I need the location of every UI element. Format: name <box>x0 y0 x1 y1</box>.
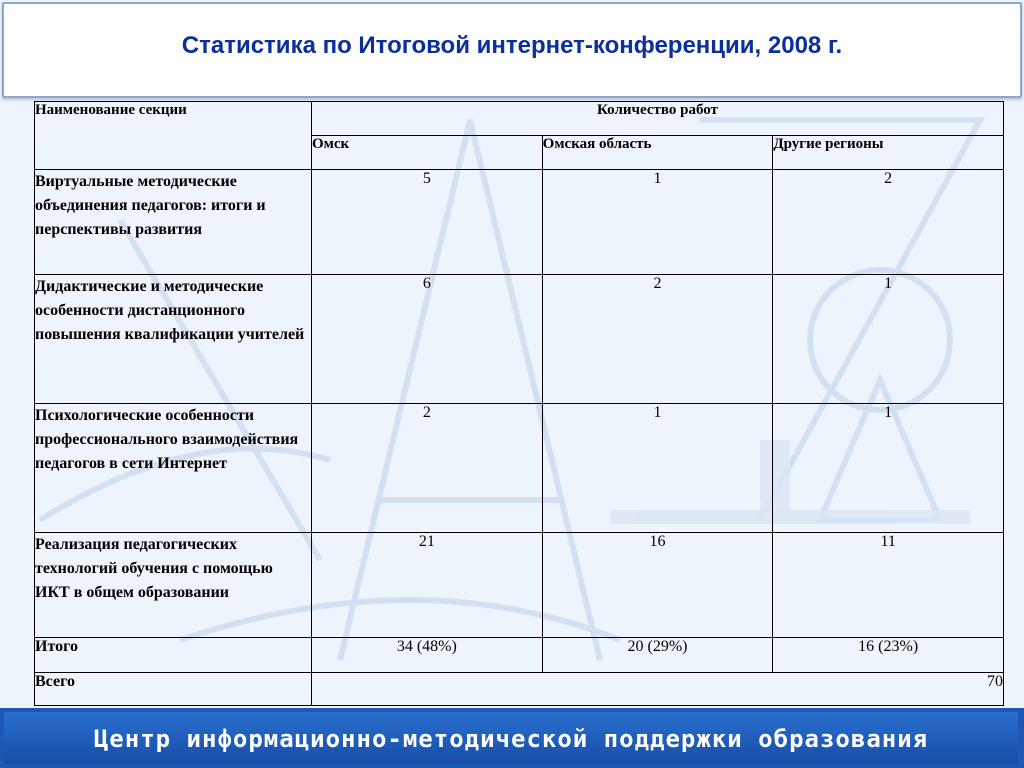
footer-banner <box>0 708 1024 768</box>
title-panel <box>2 2 1022 98</box>
other-count: 11 <box>773 533 1004 638</box>
table-row <box>35 404 1004 533</box>
total-value: 70 <box>312 673 1004 706</box>
region-count: 2 <box>542 275 773 404</box>
other-count: 1 <box>773 275 1004 404</box>
subtotal-other: 16 (23%) <box>773 638 1004 673</box>
header-work-count: Количество работ <box>312 102 1004 136</box>
footer-inner <box>4 712 1018 764</box>
other-count: 1 <box>773 404 1004 533</box>
omsk-count: 5 <box>312 170 543 275</box>
section-name: Виртуальные методические объединения педагогов: итоги и перспективы развития <box>35 170 312 275</box>
region-count: 16 <box>542 533 773 638</box>
page-title: Статистика по Итоговой интернет-конференции, 2008 г. <box>181 32 843 59</box>
subtotal-row <box>35 638 1004 673</box>
header-omsk-region: Омская область <box>542 136 773 170</box>
table-row <box>35 533 1004 638</box>
section-name: Психологические особенности профессионального взаимодействия педагогов в сети Интернет <box>35 404 312 533</box>
omsk-count: 6 <box>312 275 543 404</box>
total-label: Всего <box>35 673 312 706</box>
total-row <box>35 673 1004 706</box>
subtotal-label: Итого <box>35 638 312 673</box>
table-row <box>35 275 1004 404</box>
section-name: Реализация педагогических технологий обучения с помощью ИКТ в общем образовании <box>35 533 312 638</box>
table-header-row <box>35 102 1004 136</box>
omsk-count: 21 <box>312 533 543 638</box>
statistics-table <box>34 101 1004 706</box>
omsk-count: 2 <box>312 404 543 533</box>
region-count: 1 <box>542 404 773 533</box>
section-name: Дидактические и методические особенности дистанционного повышения квалификации учителей <box>35 275 312 404</box>
header-other-regions: Другие регионы <box>773 136 1004 170</box>
other-count: 2 <box>773 170 1004 275</box>
header-section-name: Наименование секции <box>35 102 312 170</box>
table-row <box>35 170 1004 275</box>
footer-logo-text: Центр информационно-методической поддержки образования <box>93 725 929 753</box>
subtotal-omsk: 34 (48%) <box>312 638 543 673</box>
subtotal-region: 20 (29%) <box>542 638 773 673</box>
header-omsk: Омск <box>312 136 543 170</box>
region-count: 1 <box>542 170 773 275</box>
